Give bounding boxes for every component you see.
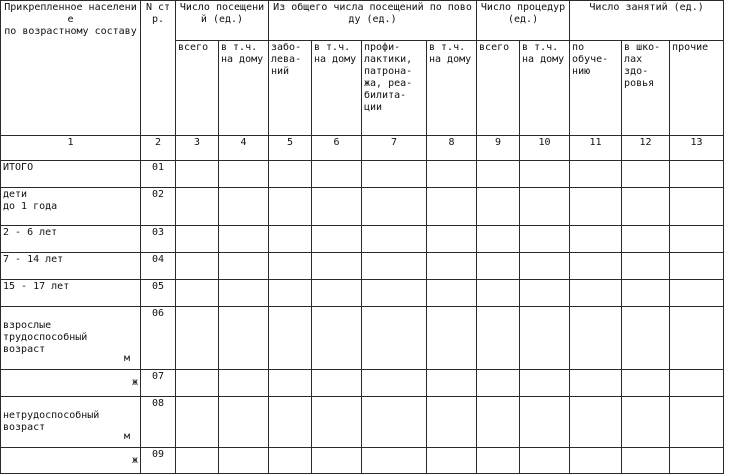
disease-home-header: в т.ч. на дому xyxy=(312,41,362,136)
table-row xyxy=(1,397,724,448)
table-row xyxy=(1,253,724,280)
data-cell[interactable] xyxy=(520,280,570,307)
data-cell[interactable] xyxy=(520,253,570,280)
data-cell[interactable] xyxy=(269,161,312,188)
data-cell[interactable] xyxy=(427,307,477,370)
data-cell[interactable] xyxy=(269,226,312,253)
row-code: 03 xyxy=(141,226,176,253)
row-code: 07 xyxy=(141,370,176,397)
training-classes-header: по обуче- нию xyxy=(570,41,622,136)
data-cell[interactable] xyxy=(362,307,427,370)
row-code: 04 xyxy=(141,253,176,280)
data-cell[interactable] xyxy=(269,307,312,370)
health-school-classes-header: в шко- лах здо- ровья xyxy=(622,41,670,136)
column-number: 9 xyxy=(477,136,520,161)
visits-group-header: Число посещений (ед.) xyxy=(176,1,269,41)
data-cell[interactable] xyxy=(427,448,477,474)
data-cell[interactable] xyxy=(427,397,477,448)
data-cell[interactable] xyxy=(312,253,362,280)
data-cell[interactable] xyxy=(219,448,269,474)
sex-label: ж xyxy=(1,448,141,474)
data-cell[interactable] xyxy=(477,307,520,370)
row-label: дети до 1 года xyxy=(1,188,141,226)
table-row xyxy=(1,161,724,188)
data-cell[interactable] xyxy=(477,188,520,226)
table-row xyxy=(1,448,724,474)
table-row xyxy=(1,370,724,397)
data-cell[interactable] xyxy=(477,280,520,307)
row-label: нетрудоспособный возраст xyxy=(3,410,100,433)
row-code: 02 xyxy=(141,188,176,226)
data-cell[interactable] xyxy=(219,280,269,307)
column-number: 13 xyxy=(670,136,724,161)
column-number: 2 xyxy=(141,136,176,161)
data-cell[interactable] xyxy=(520,370,570,397)
disease-visits-header: забо- лева- ний xyxy=(269,41,312,136)
data-cell[interactable] xyxy=(176,448,219,474)
column-number: 12 xyxy=(622,136,670,161)
col-line-number-header: N стр. xyxy=(141,1,176,136)
data-cell[interactable] xyxy=(362,226,427,253)
data-cell[interactable] xyxy=(427,161,477,188)
visits-home-header: в т.ч. на дому xyxy=(219,41,269,136)
data-cell[interactable] xyxy=(570,226,622,253)
column-number-row xyxy=(1,136,724,161)
data-cell[interactable] xyxy=(427,253,477,280)
row-label-cell xyxy=(1,397,141,448)
data-cell[interactable] xyxy=(622,307,670,370)
data-cell[interactable] xyxy=(312,370,362,397)
data-cell[interactable] xyxy=(219,253,269,280)
data-cell[interactable] xyxy=(670,280,724,307)
row-code: 05 xyxy=(141,280,176,307)
data-cell[interactable] xyxy=(269,280,312,307)
data-cell[interactable] xyxy=(520,307,570,370)
data-cell[interactable] xyxy=(269,253,312,280)
data-cell[interactable] xyxy=(670,226,724,253)
row-code: 01 xyxy=(141,161,176,188)
data-cell[interactable] xyxy=(477,448,520,474)
data-cell[interactable] xyxy=(427,370,477,397)
data-cell[interactable] xyxy=(219,397,269,448)
data-cell[interactable] xyxy=(269,448,312,474)
row-code: 08 xyxy=(141,397,176,448)
data-cell[interactable] xyxy=(670,307,724,370)
procedures-home-header: в т.ч. на дому xyxy=(520,41,570,136)
data-cell[interactable] xyxy=(477,253,520,280)
data-cell[interactable] xyxy=(312,280,362,307)
row-label: 7 - 14 лет xyxy=(1,253,141,280)
procedures-group-header: Число процедур (ед.) xyxy=(477,1,570,41)
sex-label: м xyxy=(123,431,130,442)
table-row xyxy=(1,188,724,226)
data-cell[interactable] xyxy=(362,397,427,448)
data-cell[interactable] xyxy=(477,226,520,253)
data-cell[interactable] xyxy=(670,448,724,474)
data-cell[interactable] xyxy=(219,226,269,253)
column-number: 6 xyxy=(312,136,362,161)
data-cell[interactable] xyxy=(176,280,219,307)
data-cell[interactable] xyxy=(362,280,427,307)
data-cell[interactable] xyxy=(176,253,219,280)
data-cell[interactable] xyxy=(670,397,724,448)
row-code: 09 xyxy=(141,448,176,474)
data-cell[interactable] xyxy=(622,370,670,397)
data-cell[interactable] xyxy=(477,370,520,397)
column-number: 3 xyxy=(176,136,219,161)
column-number: 4 xyxy=(219,136,269,161)
row-label: ИТОГО xyxy=(1,161,141,188)
data-cell[interactable] xyxy=(176,188,219,226)
data-cell[interactable] xyxy=(622,280,670,307)
data-cell[interactable] xyxy=(312,397,362,448)
data-cell[interactable] xyxy=(427,280,477,307)
data-cell[interactable] xyxy=(176,370,219,397)
prevention-home-header: в т.ч. на дому xyxy=(427,41,477,136)
data-cell[interactable] xyxy=(312,161,362,188)
row-label-cell xyxy=(1,307,141,370)
column-number: 10 xyxy=(520,136,570,161)
procedures-total-header: всего xyxy=(477,41,520,136)
data-cell[interactable] xyxy=(570,397,622,448)
data-cell[interactable] xyxy=(362,188,427,226)
visits-purpose-group-header: Из общего числа посещений по поводу (ед.) xyxy=(269,1,477,41)
data-cell[interactable] xyxy=(219,188,269,226)
data-cell[interactable] xyxy=(570,280,622,307)
data-cell[interactable] xyxy=(312,448,362,474)
data-cell[interactable] xyxy=(622,448,670,474)
other-classes-header: прочие xyxy=(670,41,724,136)
data-cell[interactable] xyxy=(520,188,570,226)
data-cell[interactable] xyxy=(622,161,670,188)
data-cell[interactable] xyxy=(622,226,670,253)
data-cell[interactable] xyxy=(570,188,622,226)
data-cell[interactable] xyxy=(670,161,724,188)
table-row xyxy=(1,226,724,253)
data-cell[interactable] xyxy=(362,161,427,188)
column-number: 7 xyxy=(362,136,427,161)
data-cell[interactable] xyxy=(176,226,219,253)
data-cell[interactable] xyxy=(176,397,219,448)
data-cell[interactable] xyxy=(520,397,570,448)
column-number: 1 xyxy=(1,136,141,161)
data-cell[interactable] xyxy=(670,188,724,226)
data-cell[interactable] xyxy=(427,226,477,253)
col-population-header: Прикрепленное население по возрастному составу xyxy=(1,1,141,136)
data-cell[interactable] xyxy=(622,253,670,280)
data-cell[interactable] xyxy=(622,397,670,448)
header-row-1 xyxy=(1,1,724,41)
table-row xyxy=(1,280,724,307)
row-code: 06 xyxy=(141,307,176,370)
data-cell[interactable] xyxy=(570,370,622,397)
data-cell[interactable] xyxy=(477,397,520,448)
data-cell[interactable] xyxy=(427,188,477,226)
data-cell[interactable] xyxy=(670,253,724,280)
prevention-visits-header: профи- лактики, патрона- жа, реа- билита- ции xyxy=(362,41,427,136)
sex-label: ж xyxy=(1,370,141,397)
data-cell[interactable] xyxy=(362,370,427,397)
data-cell[interactable] xyxy=(219,307,269,370)
data-cell[interactable] xyxy=(312,188,362,226)
data-cell[interactable] xyxy=(219,161,269,188)
data-cell[interactable] xyxy=(477,161,520,188)
data-cell[interactable] xyxy=(176,307,219,370)
data-cell[interactable] xyxy=(312,307,362,370)
data-cell[interactable] xyxy=(570,307,622,370)
column-number: 8 xyxy=(427,136,477,161)
data-cell[interactable] xyxy=(176,161,219,188)
data-cell[interactable] xyxy=(312,226,362,253)
data-cell[interactable] xyxy=(269,397,312,448)
row-label: 15 - 17 лет xyxy=(1,280,141,307)
row-label: взрослые трудоспособный возраст xyxy=(3,320,88,355)
data-cell[interactable] xyxy=(622,188,670,226)
row-label: 2 - 6 лет xyxy=(1,226,141,253)
data-cell[interactable] xyxy=(269,188,312,226)
data-cell[interactable] xyxy=(219,370,269,397)
data-cell[interactable] xyxy=(570,448,622,474)
data-cell[interactable] xyxy=(570,161,622,188)
data-cell[interactable] xyxy=(520,161,570,188)
data-cell[interactable] xyxy=(362,448,427,474)
table-row xyxy=(1,307,724,370)
sex-label: м xyxy=(123,353,130,364)
data-cell[interactable] xyxy=(362,253,427,280)
data-cell[interactable] xyxy=(520,226,570,253)
data-cell[interactable] xyxy=(520,448,570,474)
data-cell[interactable] xyxy=(570,253,622,280)
visits-total-header: всего xyxy=(176,41,219,136)
column-number: 5 xyxy=(269,136,312,161)
data-cell[interactable] xyxy=(269,370,312,397)
column-number: 11 xyxy=(570,136,622,161)
data-cell[interactable] xyxy=(670,370,724,397)
classes-group-header: Число занятий (ед.) xyxy=(570,1,724,41)
